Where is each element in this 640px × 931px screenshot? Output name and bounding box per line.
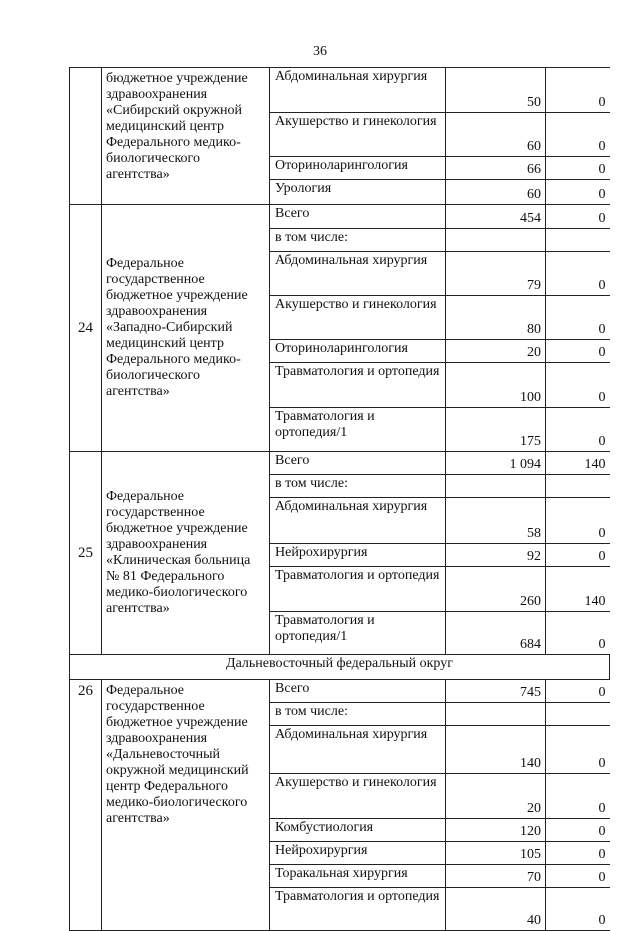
value-cell: 0 [546, 680, 610, 703]
specialty-cell: Травматология и ортопедия [270, 567, 446, 612]
value-cell: 0 [546, 252, 610, 296]
specialty-cell: в том числе: [270, 703, 446, 726]
value-cell: 0 [546, 363, 610, 408]
value-cell: 0 [546, 498, 610, 544]
specialty-cell: Травматология и ортопедия [270, 888, 446, 931]
value-cell: 60 [446, 113, 546, 157]
value-cell: 0 [546, 340, 610, 363]
value-cell: 40 [446, 888, 546, 931]
value-cell: 1 094 [446, 452, 546, 475]
specialty-cell: Травматология и ортопедия/1 [270, 408, 446, 452]
value-cell: 0 [546, 296, 610, 340]
organization-cell: бюджетное учреждение здравоохранения «Сибирский окружной медицинский центр Федерального медико-биологического агентства» [102, 68, 270, 205]
organization-cell: Федеральное государственное бюджетное учреждение здравоохранения «Клиническая больница № 81 Федерального медико-биологического агентства» [102, 452, 270, 655]
value-cell: 0 [546, 180, 610, 205]
value-cell: 58 [446, 498, 546, 544]
page-number: 36 [313, 44, 327, 59]
specialty-cell: Оториноларингология [270, 157, 446, 180]
value-cell: 60 [446, 180, 546, 205]
table-row [70, 68, 610, 113]
table-row [70, 655, 610, 680]
value-cell [546, 475, 610, 498]
value-cell: 0 [546, 888, 610, 931]
value-cell: 0 [546, 774, 610, 819]
value-cell [446, 475, 546, 498]
entry-number-cell [70, 68, 102, 205]
specialty-cell: в том числе: [270, 229, 446, 252]
organization-cell: Федеральное государственное бюджетное учреждение здравоохранения «Дальневосточный окружной медицинский центр Федерального медико-биологического агентства» [102, 680, 270, 931]
specialty-cell: Абдоминальная хирургия [270, 252, 446, 296]
value-cell: 140 [546, 452, 610, 475]
specialty-cell: Травматология и ортопедия/1 [270, 612, 446, 655]
value-cell: 105 [446, 842, 546, 865]
value-cell: 260 [446, 567, 546, 612]
entry-number-cell: 25 [70, 452, 102, 655]
value-cell: 0 [546, 819, 610, 842]
value-cell: 70 [446, 865, 546, 888]
specialty-cell: Всего [270, 680, 446, 703]
value-cell [446, 703, 546, 726]
value-cell: 454 [446, 205, 546, 229]
district-header: Дальневосточный федеральный округ [70, 655, 610, 680]
value-cell: 100 [446, 363, 546, 408]
specialty-cell: Абдоминальная хирургия [270, 498, 446, 544]
specialty-cell: Оториноларингология [270, 340, 446, 363]
specialty-cell: Нейрохирургия [270, 544, 446, 567]
entry-number-cell: 26 [70, 680, 102, 931]
specialty-cell: в том числе: [270, 475, 446, 498]
value-cell: 66 [446, 157, 546, 180]
value-cell: 0 [546, 726, 610, 774]
quota-table [69, 67, 610, 931]
specialty-cell: Акушерство и гинекология [270, 774, 446, 819]
value-cell [546, 703, 610, 726]
specialty-cell: Нейрохирургия [270, 842, 446, 865]
value-cell: 0 [546, 113, 610, 157]
specialty-cell: Всего [270, 205, 446, 229]
value-cell [446, 229, 546, 252]
value-cell: 0 [546, 408, 610, 452]
organization-cell: Федеральное государственное бюджетное учреждение здравоохранения «Западно-Сибирский медицинский центр Федерального медико-биологического агентства» [102, 205, 270, 452]
specialty-cell: Абдоминальная хирургия [270, 68, 446, 113]
value-cell: 50 [446, 68, 546, 113]
value-cell: 120 [446, 819, 546, 842]
value-cell: 140 [446, 726, 546, 774]
value-cell: 20 [446, 774, 546, 819]
value-cell: 175 [446, 408, 546, 452]
value-cell: 79 [446, 252, 546, 296]
specialty-cell: Комбустиология [270, 819, 446, 842]
specialty-cell: Акушерство и гинекология [270, 296, 446, 340]
value-cell: 20 [446, 340, 546, 363]
value-cell: 0 [546, 205, 610, 229]
table-row [70, 680, 610, 703]
value-cell: 684 [446, 612, 546, 655]
entry-number-cell: 24 [70, 205, 102, 452]
value-cell: 745 [446, 680, 546, 703]
value-cell: 0 [546, 865, 610, 888]
value-cell: 80 [446, 296, 546, 340]
value-cell: 0 [546, 842, 610, 865]
value-cell: 0 [546, 544, 610, 567]
table-row [70, 452, 610, 475]
value-cell: 0 [546, 68, 610, 113]
specialty-cell: Акушерство и гинекология [270, 113, 446, 157]
value-cell: 140 [546, 567, 610, 612]
specialty-cell: Урология [270, 180, 446, 205]
value-cell: 0 [546, 612, 610, 655]
specialty-cell: Абдоминальная хирургия [270, 726, 446, 774]
table-row [70, 205, 610, 229]
value-cell: 92 [446, 544, 546, 567]
value-cell: 0 [546, 157, 610, 180]
specialty-cell: Торакальная хирургия [270, 865, 446, 888]
value-cell [546, 229, 610, 252]
specialty-cell: Всего [270, 452, 446, 475]
specialty-cell: Травматология и ортопедия [270, 363, 446, 408]
